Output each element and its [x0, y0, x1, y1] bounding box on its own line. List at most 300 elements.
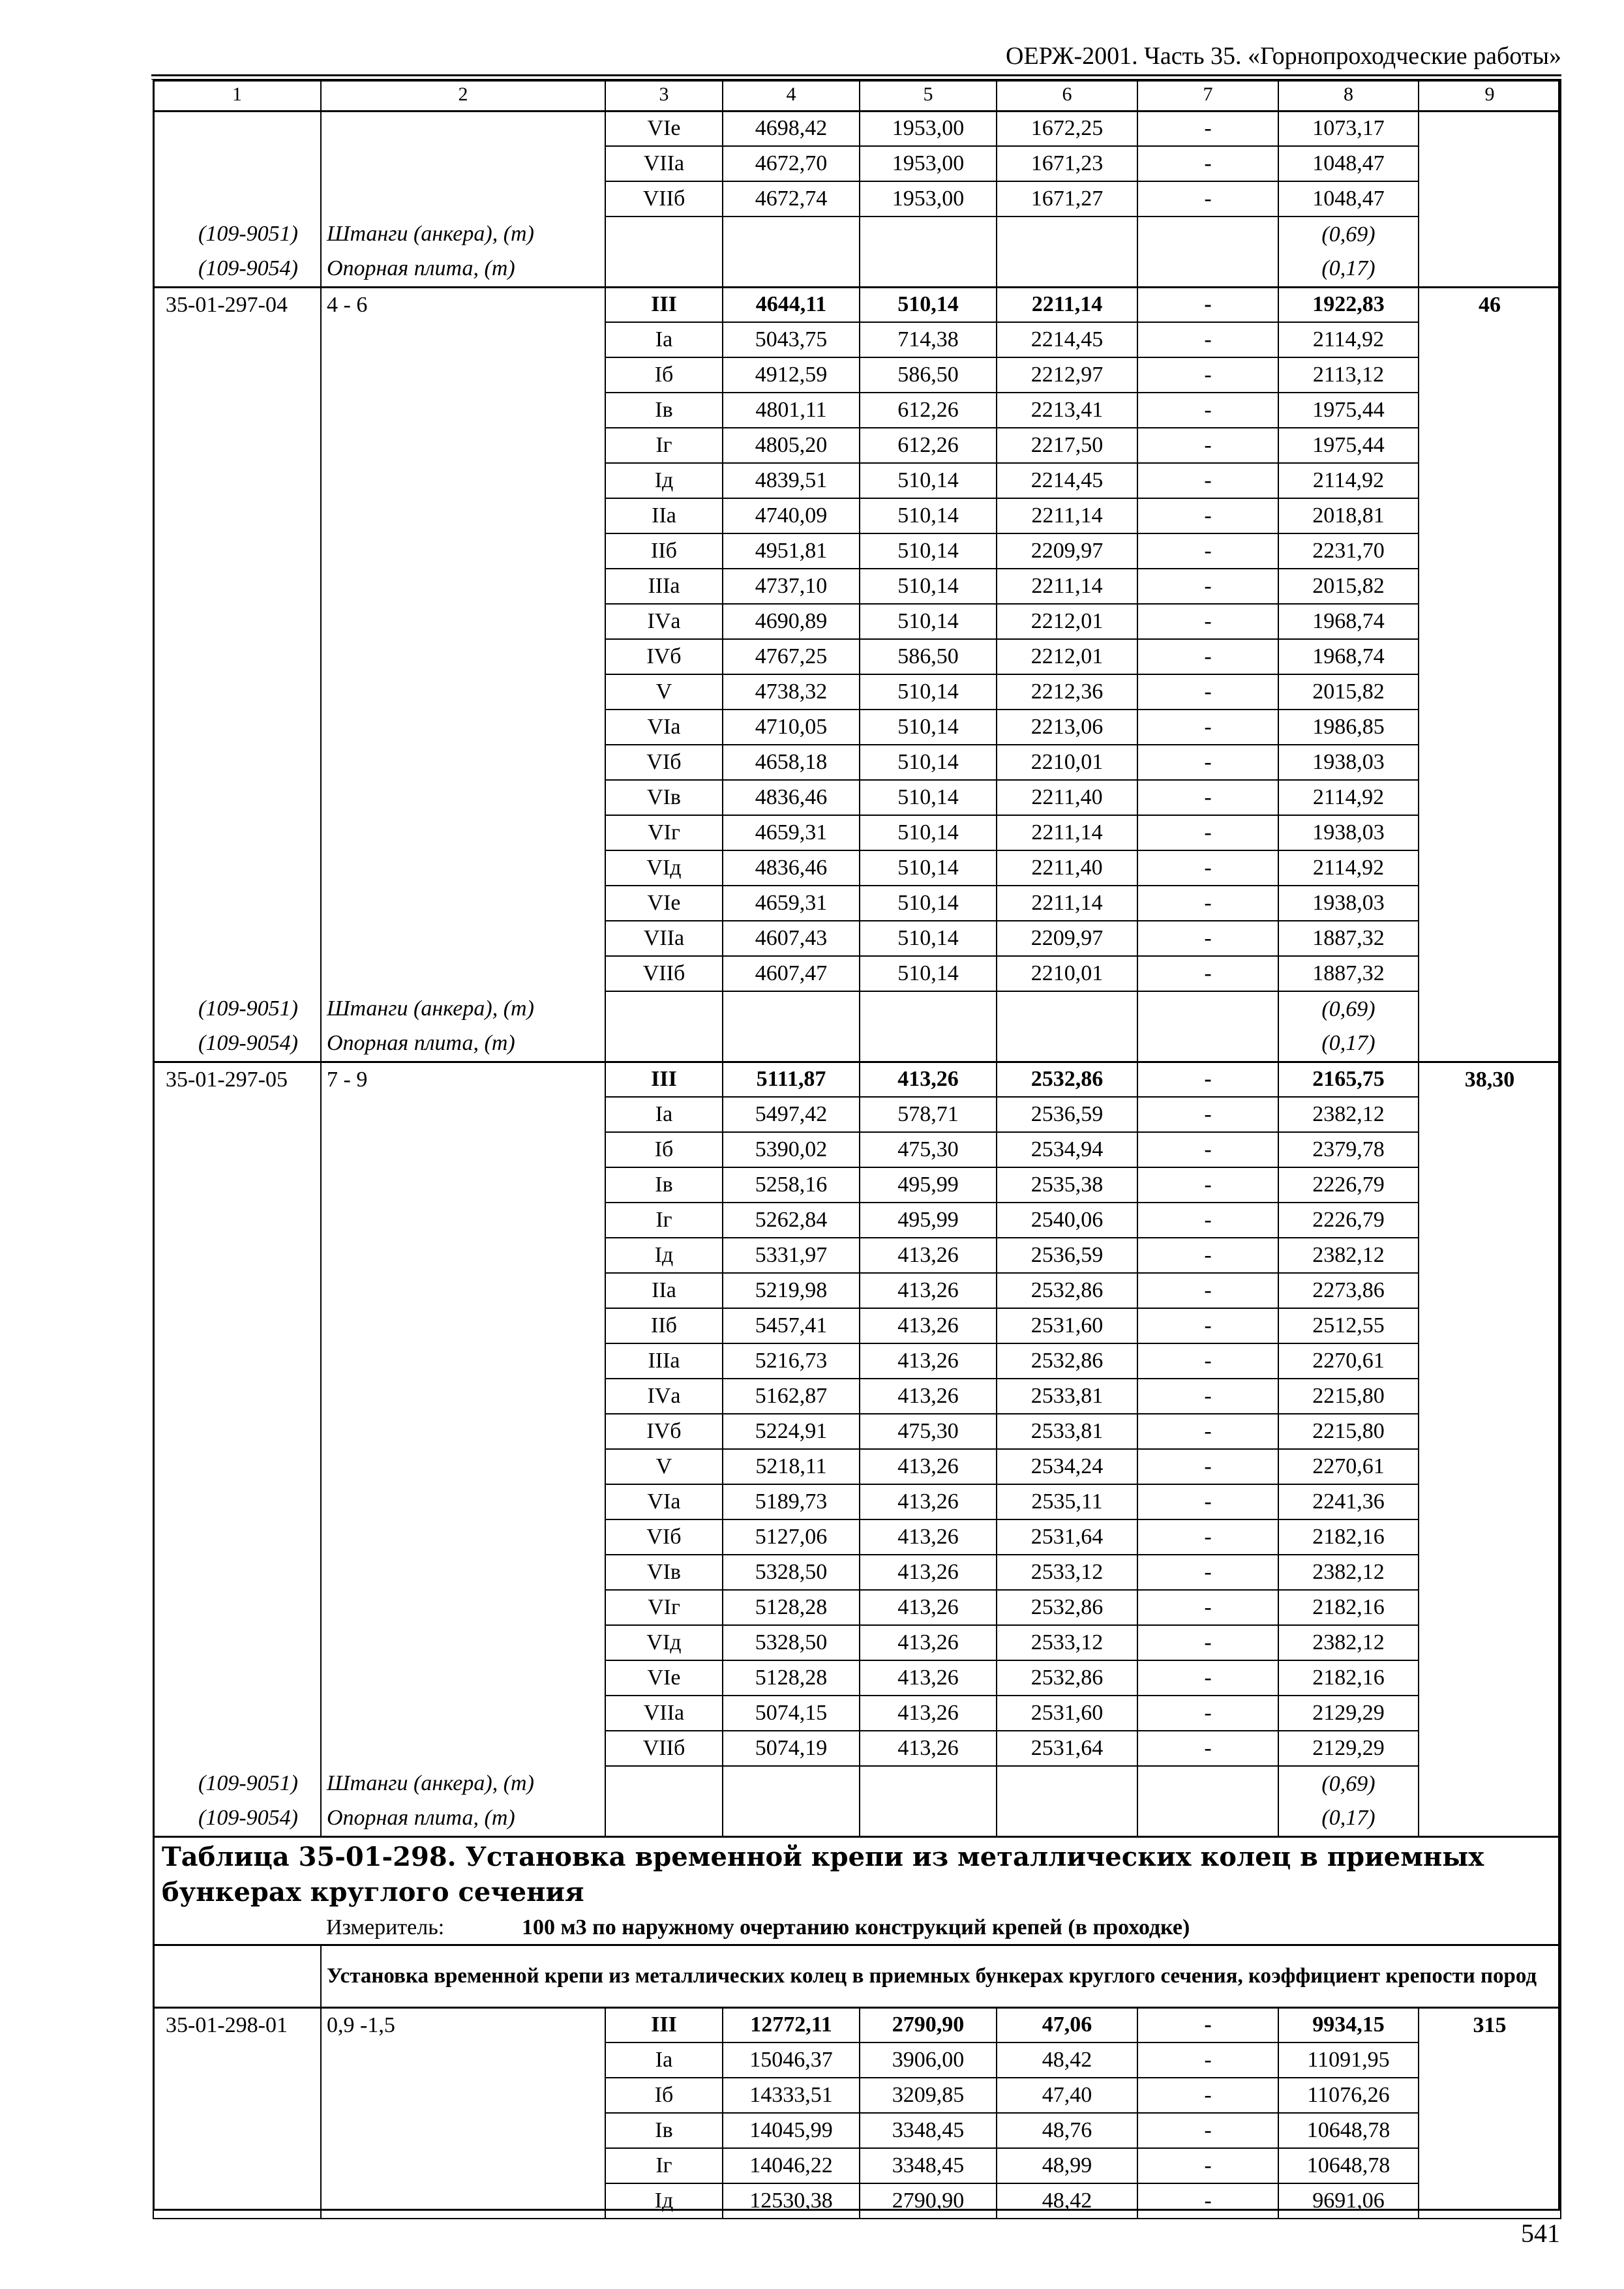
machine-cost: 2211,40 [997, 850, 1137, 886]
rock-grade: VIе [605, 886, 723, 921]
materials: 2114,92 [1278, 322, 1419, 357]
empty-cell [153, 1273, 321, 1308]
machinist-wages: - [1137, 1555, 1278, 1590]
machinist-wages: - [1137, 1343, 1278, 1379]
table-row [153, 886, 1561, 921]
empty-cell [321, 146, 605, 181]
total-cost: 14045,99 [723, 2113, 860, 2148]
empty-cell [860, 217, 997, 252]
wages: 495,99 [860, 1203, 997, 1238]
empty-cell [1419, 1519, 1561, 1555]
empty-cell [321, 674, 605, 710]
wages: 3348,45 [860, 2113, 997, 2148]
empty-cell [1419, 639, 1561, 674]
materials: 2241,36 [1278, 1484, 1419, 1519]
empty-cell [153, 569, 321, 604]
total-cost: 4767,25 [723, 639, 860, 674]
row-code: 35-01-297-05 [153, 1062, 321, 1097]
wages: 510,14 [860, 533, 997, 569]
total-cost: 5224,91 [723, 1414, 860, 1449]
machine-cost: 2532,86 [997, 1660, 1137, 1696]
measure-label: Измеритель: [326, 1915, 445, 1940]
machine-cost: 2536,59 [997, 1238, 1137, 1273]
empty-cell [1419, 1132, 1561, 1167]
rock-grade: Iг [605, 2148, 723, 2183]
empty-cell [1419, 2148, 1561, 2183]
empty-cell [1419, 322, 1561, 357]
wages: 612,26 [860, 428, 997, 463]
total-cost: 5457,41 [723, 1308, 860, 1343]
materials: 2231,70 [1278, 533, 1419, 569]
table-row [153, 533, 1561, 569]
row-code: 35-01-297-04 [153, 287, 321, 322]
rock-grade: VIа [605, 710, 723, 745]
total-cost: 5262,84 [723, 1203, 860, 1238]
machinist-wages: - [1137, 850, 1278, 886]
empty-cell [321, 1097, 605, 1132]
machine-cost: 2212,97 [997, 357, 1137, 393]
total-cost: 5128,28 [723, 1660, 860, 1696]
empty-cell [153, 463, 321, 498]
machine-cost: 2212,36 [997, 674, 1137, 710]
machine-cost: 2211,14 [997, 815, 1137, 850]
empty-cell [321, 921, 605, 956]
column-number: 7 [1137, 80, 1278, 111]
materials: 10648,78 [1278, 2148, 1419, 2183]
empty-cell [605, 217, 723, 252]
table-title: Таблица 35-01-298. Установка временной крепи из металлических колец в приемных бункерах круглого сечения [153, 1836, 1561, 1912]
table-row [153, 111, 1561, 146]
empty-cell [153, 498, 321, 533]
empty-cell [321, 569, 605, 604]
empty-cell [321, 639, 605, 674]
material-row [153, 1026, 1561, 1062]
empty-cell [1419, 357, 1561, 393]
machinist-wages: - [1137, 1097, 1278, 1132]
machinist-wages: - [1137, 1308, 1278, 1343]
empty-cell [153, 2183, 321, 2219]
machinist-wages: - [1137, 146, 1278, 181]
empty-cell [153, 1555, 321, 1590]
empty-cell [1419, 181, 1561, 217]
empty-cell [321, 1379, 605, 1414]
empty-cell [1419, 1343, 1561, 1379]
material-quantity: (0,69) [1278, 1766, 1419, 1801]
materials: 1048,47 [1278, 181, 1419, 217]
wages: 3209,85 [860, 2078, 997, 2113]
total-cost: 5331,97 [723, 1238, 860, 1273]
table-row [153, 956, 1561, 991]
empty-cell [321, 393, 605, 428]
table-row [153, 322, 1561, 357]
machine-cost: 1672,25 [997, 111, 1137, 146]
materials: 2015,82 [1278, 569, 1419, 604]
empty-cell [153, 710, 321, 745]
rock-grade: VIIб [605, 181, 723, 217]
wages: 510,14 [860, 815, 997, 850]
rock-grade: Iд [605, 2183, 723, 2219]
empty-cell [723, 252, 860, 287]
rock-grade: VIIа [605, 1696, 723, 1731]
wages: 475,30 [860, 1414, 997, 1449]
machinist-wages: - [1137, 1484, 1278, 1519]
rock-grade: VIд [605, 1625, 723, 1660]
total-cost: 4644,11 [723, 287, 860, 322]
labor-hours [1419, 111, 1561, 146]
machine-cost: 2533,12 [997, 1555, 1137, 1590]
wages: 413,26 [860, 1449, 997, 1484]
machine-cost: 2211,40 [997, 780, 1137, 815]
rock-grade: VIд [605, 850, 723, 886]
rock-grade: V [605, 1449, 723, 1484]
empty-cell [321, 463, 605, 498]
machine-cost: 2531,60 [997, 1308, 1137, 1343]
rock-grade: Iд [605, 463, 723, 498]
machine-cost: 2211,14 [997, 498, 1137, 533]
table-row [153, 850, 1561, 886]
machinist-wages: - [1137, 604, 1278, 639]
table-row [153, 1555, 1561, 1590]
column-number: 6 [997, 80, 1137, 111]
empty-cell [1419, 498, 1561, 533]
empty-cell [1419, 1660, 1561, 1696]
empty-cell [605, 252, 723, 287]
rock-grade: VIIб [605, 956, 723, 991]
empty-cell [153, 850, 321, 886]
wages: 586,50 [860, 357, 997, 393]
table-row [153, 2007, 1561, 2042]
empty-cell [1419, 217, 1561, 252]
machine-cost: 2531,64 [997, 1731, 1137, 1766]
machine-cost: 2211,14 [997, 886, 1137, 921]
empty-cell [1419, 1731, 1561, 1766]
materials: 2382,12 [1278, 1625, 1419, 1660]
rock-grade: IIб [605, 533, 723, 569]
empty-cell [153, 1379, 321, 1414]
empty-cell [153, 357, 321, 393]
empty-cell [321, 886, 605, 921]
machinist-wages: - [1137, 1660, 1278, 1696]
machinist-wages: - [1137, 921, 1278, 956]
material-row [153, 252, 1561, 287]
empty-cell [605, 991, 723, 1026]
row-parameter: 4 - 6 [321, 287, 605, 322]
rock-grade: IVб [605, 1414, 723, 1449]
material-row [153, 1766, 1561, 1801]
empty-cell [723, 217, 860, 252]
table-row [153, 1379, 1561, 1414]
rock-grade: IIIа [605, 1343, 723, 1379]
empty-cell [321, 1555, 605, 1590]
materials: 1887,32 [1278, 921, 1419, 956]
rock-grade: Iа [605, 2042, 723, 2078]
material-name: Штанги (анкера), (т) [321, 1766, 605, 1801]
empty-cell [1419, 1555, 1561, 1590]
total-cost: 4672,70 [723, 146, 860, 181]
total-cost: 5497,42 [723, 1097, 860, 1132]
material-name: Опорная плита, (т) [321, 1026, 605, 1062]
total-cost: 4836,46 [723, 850, 860, 886]
empty-cell [153, 1696, 321, 1731]
rock-grade: VIе [605, 1660, 723, 1696]
machine-cost: 2212,01 [997, 639, 1137, 674]
machine-cost: 2209,97 [997, 921, 1137, 956]
empty-cell [605, 1026, 723, 1062]
total-cost: 5328,50 [723, 1625, 860, 1660]
empty-cell [153, 1625, 321, 1660]
empty-cell [1419, 1696, 1561, 1731]
material-name: Штанги (анкера), (т) [321, 991, 605, 1026]
total-cost: 4839,51 [723, 463, 860, 498]
machinist-wages: - [1137, 1590, 1278, 1625]
machinist-wages: - [1137, 111, 1278, 146]
table-title-row [153, 1836, 1561, 1912]
total-cost: 5219,98 [723, 1273, 860, 1308]
empty-cell [321, 1696, 605, 1731]
table-row [153, 287, 1561, 322]
material-name: Опорная плита, (т) [321, 252, 605, 287]
machinist-wages: - [1137, 1238, 1278, 1273]
empty-cell [1419, 1625, 1561, 1660]
material-code: (109-9051) [153, 991, 321, 1026]
machinist-wages: - [1137, 1203, 1278, 1238]
empty-cell [723, 1801, 860, 1836]
machinist-wages: - [1137, 2113, 1278, 2148]
total-cost: 4737,10 [723, 569, 860, 604]
machinist-wages: - [1137, 1167, 1278, 1203]
wages: 413,26 [860, 1484, 997, 1519]
machine-cost: 2540,06 [997, 1203, 1137, 1238]
machinist-wages: - [1137, 886, 1278, 921]
machine-cost: 2210,01 [997, 745, 1137, 780]
machinist-wages: - [1137, 2183, 1278, 2219]
table-row [153, 181, 1561, 217]
table-row [153, 1449, 1561, 1484]
rock-grade: Iб [605, 357, 723, 393]
machinist-wages: - [1137, 815, 1278, 850]
column-number: 9 [1419, 80, 1561, 111]
empty-cell [153, 921, 321, 956]
materials: 1048,47 [1278, 146, 1419, 181]
wages: 2790,90 [860, 2007, 997, 2042]
materials: 2182,16 [1278, 1519, 1419, 1555]
measure-row [153, 1912, 1561, 1945]
material-quantity: (0,17) [1278, 252, 1419, 287]
table-row [153, 780, 1561, 815]
empty-cell [1419, 1238, 1561, 1273]
labor-hours: 46 [1419, 287, 1561, 322]
empty-cell [153, 815, 321, 850]
empty-cell [723, 1766, 860, 1801]
total-cost: 5128,28 [723, 1590, 860, 1625]
total-cost: 4805,20 [723, 428, 860, 463]
machine-cost: 2533,81 [997, 1414, 1137, 1449]
materials: 1938,03 [1278, 886, 1419, 921]
empty-cell [321, 1203, 605, 1238]
rock-grade: VIв [605, 1555, 723, 1590]
description-row [153, 1945, 1561, 2007]
wages: 413,26 [860, 1273, 997, 1308]
rock-grade: IIIа [605, 569, 723, 604]
table-row [153, 2113, 1561, 2148]
empty-cell [321, 1238, 605, 1273]
table-row [153, 2042, 1561, 2078]
total-cost: 4658,18 [723, 745, 860, 780]
wages: 510,14 [860, 569, 997, 604]
empty-cell [153, 1343, 321, 1379]
wages: 1953,00 [860, 146, 997, 181]
machinist-wages: - [1137, 1132, 1278, 1167]
empty-cell [153, 956, 321, 991]
rock-grade: Iб [605, 1132, 723, 1167]
empty-cell [153, 1238, 321, 1273]
wages: 510,14 [860, 498, 997, 533]
rock-grade: III [605, 1062, 723, 1097]
machine-cost: 2535,38 [997, 1167, 1137, 1203]
materials: 10648,78 [1278, 2113, 1419, 2148]
total-cost: 5216,73 [723, 1343, 860, 1379]
wages: 413,26 [860, 1731, 997, 1766]
material-quantity: (0,17) [1278, 1801, 1419, 1836]
column-number: 3 [605, 80, 723, 111]
materials: 11091,95 [1278, 2042, 1419, 2078]
machine-cost: 2531,60 [997, 1696, 1137, 1731]
table-row [153, 2183, 1561, 2219]
column-number: 5 [860, 80, 997, 111]
empty-cell [1419, 428, 1561, 463]
machinist-wages: - [1137, 498, 1278, 533]
materials: 2273,86 [1278, 1273, 1419, 1308]
empty-cell [1419, 533, 1561, 569]
machine-cost: 2214,45 [997, 322, 1137, 357]
materials: 2512,55 [1278, 1308, 1419, 1343]
header-title: ОЕРЖ-2001. Часть 35. «Горнопроходческие работы» [1006, 42, 1561, 70]
empty-cell [1419, 956, 1561, 991]
wages: 413,26 [860, 1519, 997, 1555]
wages: 413,26 [860, 1062, 997, 1097]
empty-cell [1419, 850, 1561, 886]
wages: 413,26 [860, 1379, 997, 1414]
empty-cell [723, 1026, 860, 1062]
row-code: 35-01-298-01 [153, 2007, 321, 2042]
material-code: (109-9054) [153, 1026, 321, 1062]
empty-cell [321, 850, 605, 886]
materials: 2382,12 [1278, 1238, 1419, 1273]
empty-cell [1419, 1484, 1561, 1519]
rock-grade: VIе [605, 111, 723, 146]
machinist-wages: - [1137, 322, 1278, 357]
empty-cell [1419, 146, 1561, 181]
total-cost: 4801,11 [723, 393, 860, 428]
empty-cell [153, 1414, 321, 1449]
wages: 413,26 [860, 1625, 997, 1660]
wages: 1953,00 [860, 181, 997, 217]
empty-cell [153, 1590, 321, 1625]
empty-cell [153, 428, 321, 463]
table-row [153, 393, 1561, 428]
material-name: Штанги (анкера), (т) [321, 217, 605, 252]
empty-cell [1419, 1801, 1561, 1836]
table-row [153, 745, 1561, 780]
empty-cell [997, 1801, 1137, 1836]
empty-cell [153, 674, 321, 710]
empty-cell [153, 1519, 321, 1555]
table-row [153, 1167, 1561, 1203]
total-cost: 4672,74 [723, 181, 860, 217]
total-cost: 4659,31 [723, 815, 860, 850]
table-row [153, 710, 1561, 745]
materials: 2182,16 [1278, 1660, 1419, 1696]
machinist-wages: - [1137, 428, 1278, 463]
table-row [153, 815, 1561, 850]
empty-cell [1137, 991, 1278, 1026]
row-parameter [321, 111, 605, 146]
total-cost: 15046,37 [723, 2042, 860, 2078]
rock-grade: Iв [605, 393, 723, 428]
wages: 3348,45 [860, 2148, 997, 2183]
machine-cost: 2534,94 [997, 1132, 1137, 1167]
table-row [153, 2078, 1561, 2113]
total-cost: 5258,16 [723, 1167, 860, 1203]
empty-cell [860, 1801, 997, 1836]
table-row [153, 1097, 1561, 1132]
measure-cell [321, 1912, 1561, 1945]
machine-cost: 2211,14 [997, 287, 1137, 322]
empty-cell [321, 1167, 605, 1203]
wages: 413,26 [860, 1590, 997, 1625]
total-cost: 5328,50 [723, 1555, 860, 1590]
total-cost: 4698,42 [723, 111, 860, 146]
machine-cost: 2536,59 [997, 1097, 1137, 1132]
rock-grade: Iа [605, 1097, 723, 1132]
machine-cost: 2217,50 [997, 428, 1137, 463]
empty-cell [1419, 252, 1561, 287]
materials: 2382,12 [1278, 1555, 1419, 1590]
empty-cell [860, 1766, 997, 1801]
table-row [153, 1203, 1561, 1238]
table-row [153, 604, 1561, 639]
empty-cell [1137, 1026, 1278, 1062]
materials: 9691,06 [1278, 2183, 1419, 2219]
empty-cell [321, 815, 605, 850]
total-cost: 5390,02 [723, 1132, 860, 1167]
rock-grade: VIIб [605, 1731, 723, 1766]
column-number: 8 [1278, 80, 1419, 111]
machine-cost: 2533,81 [997, 1379, 1137, 1414]
empty-cell [153, 146, 321, 181]
empty-cell [321, 2148, 605, 2183]
empty-cell [1419, 604, 1561, 639]
table-row [153, 1132, 1561, 1167]
empty-cell [153, 2148, 321, 2183]
empty-cell [153, 322, 321, 357]
materials: 2226,79 [1278, 1167, 1419, 1203]
empty-cell [1419, 1766, 1561, 1801]
empty-cell [1419, 1590, 1561, 1625]
rock-grade: Iв [605, 2113, 723, 2148]
materials: 1073,17 [1278, 111, 1419, 146]
empty-cell [1419, 2183, 1561, 2219]
machinist-wages: - [1137, 1519, 1278, 1555]
empty-cell [1419, 991, 1561, 1026]
empty-cell [1419, 2042, 1561, 2078]
wages: 510,14 [860, 674, 997, 710]
empty-cell [153, 1097, 321, 1132]
machine-cost: 47,40 [997, 2078, 1137, 2113]
empty-cell [321, 1590, 605, 1625]
total-cost: 5189,73 [723, 1484, 860, 1519]
wages: 510,14 [860, 604, 997, 639]
